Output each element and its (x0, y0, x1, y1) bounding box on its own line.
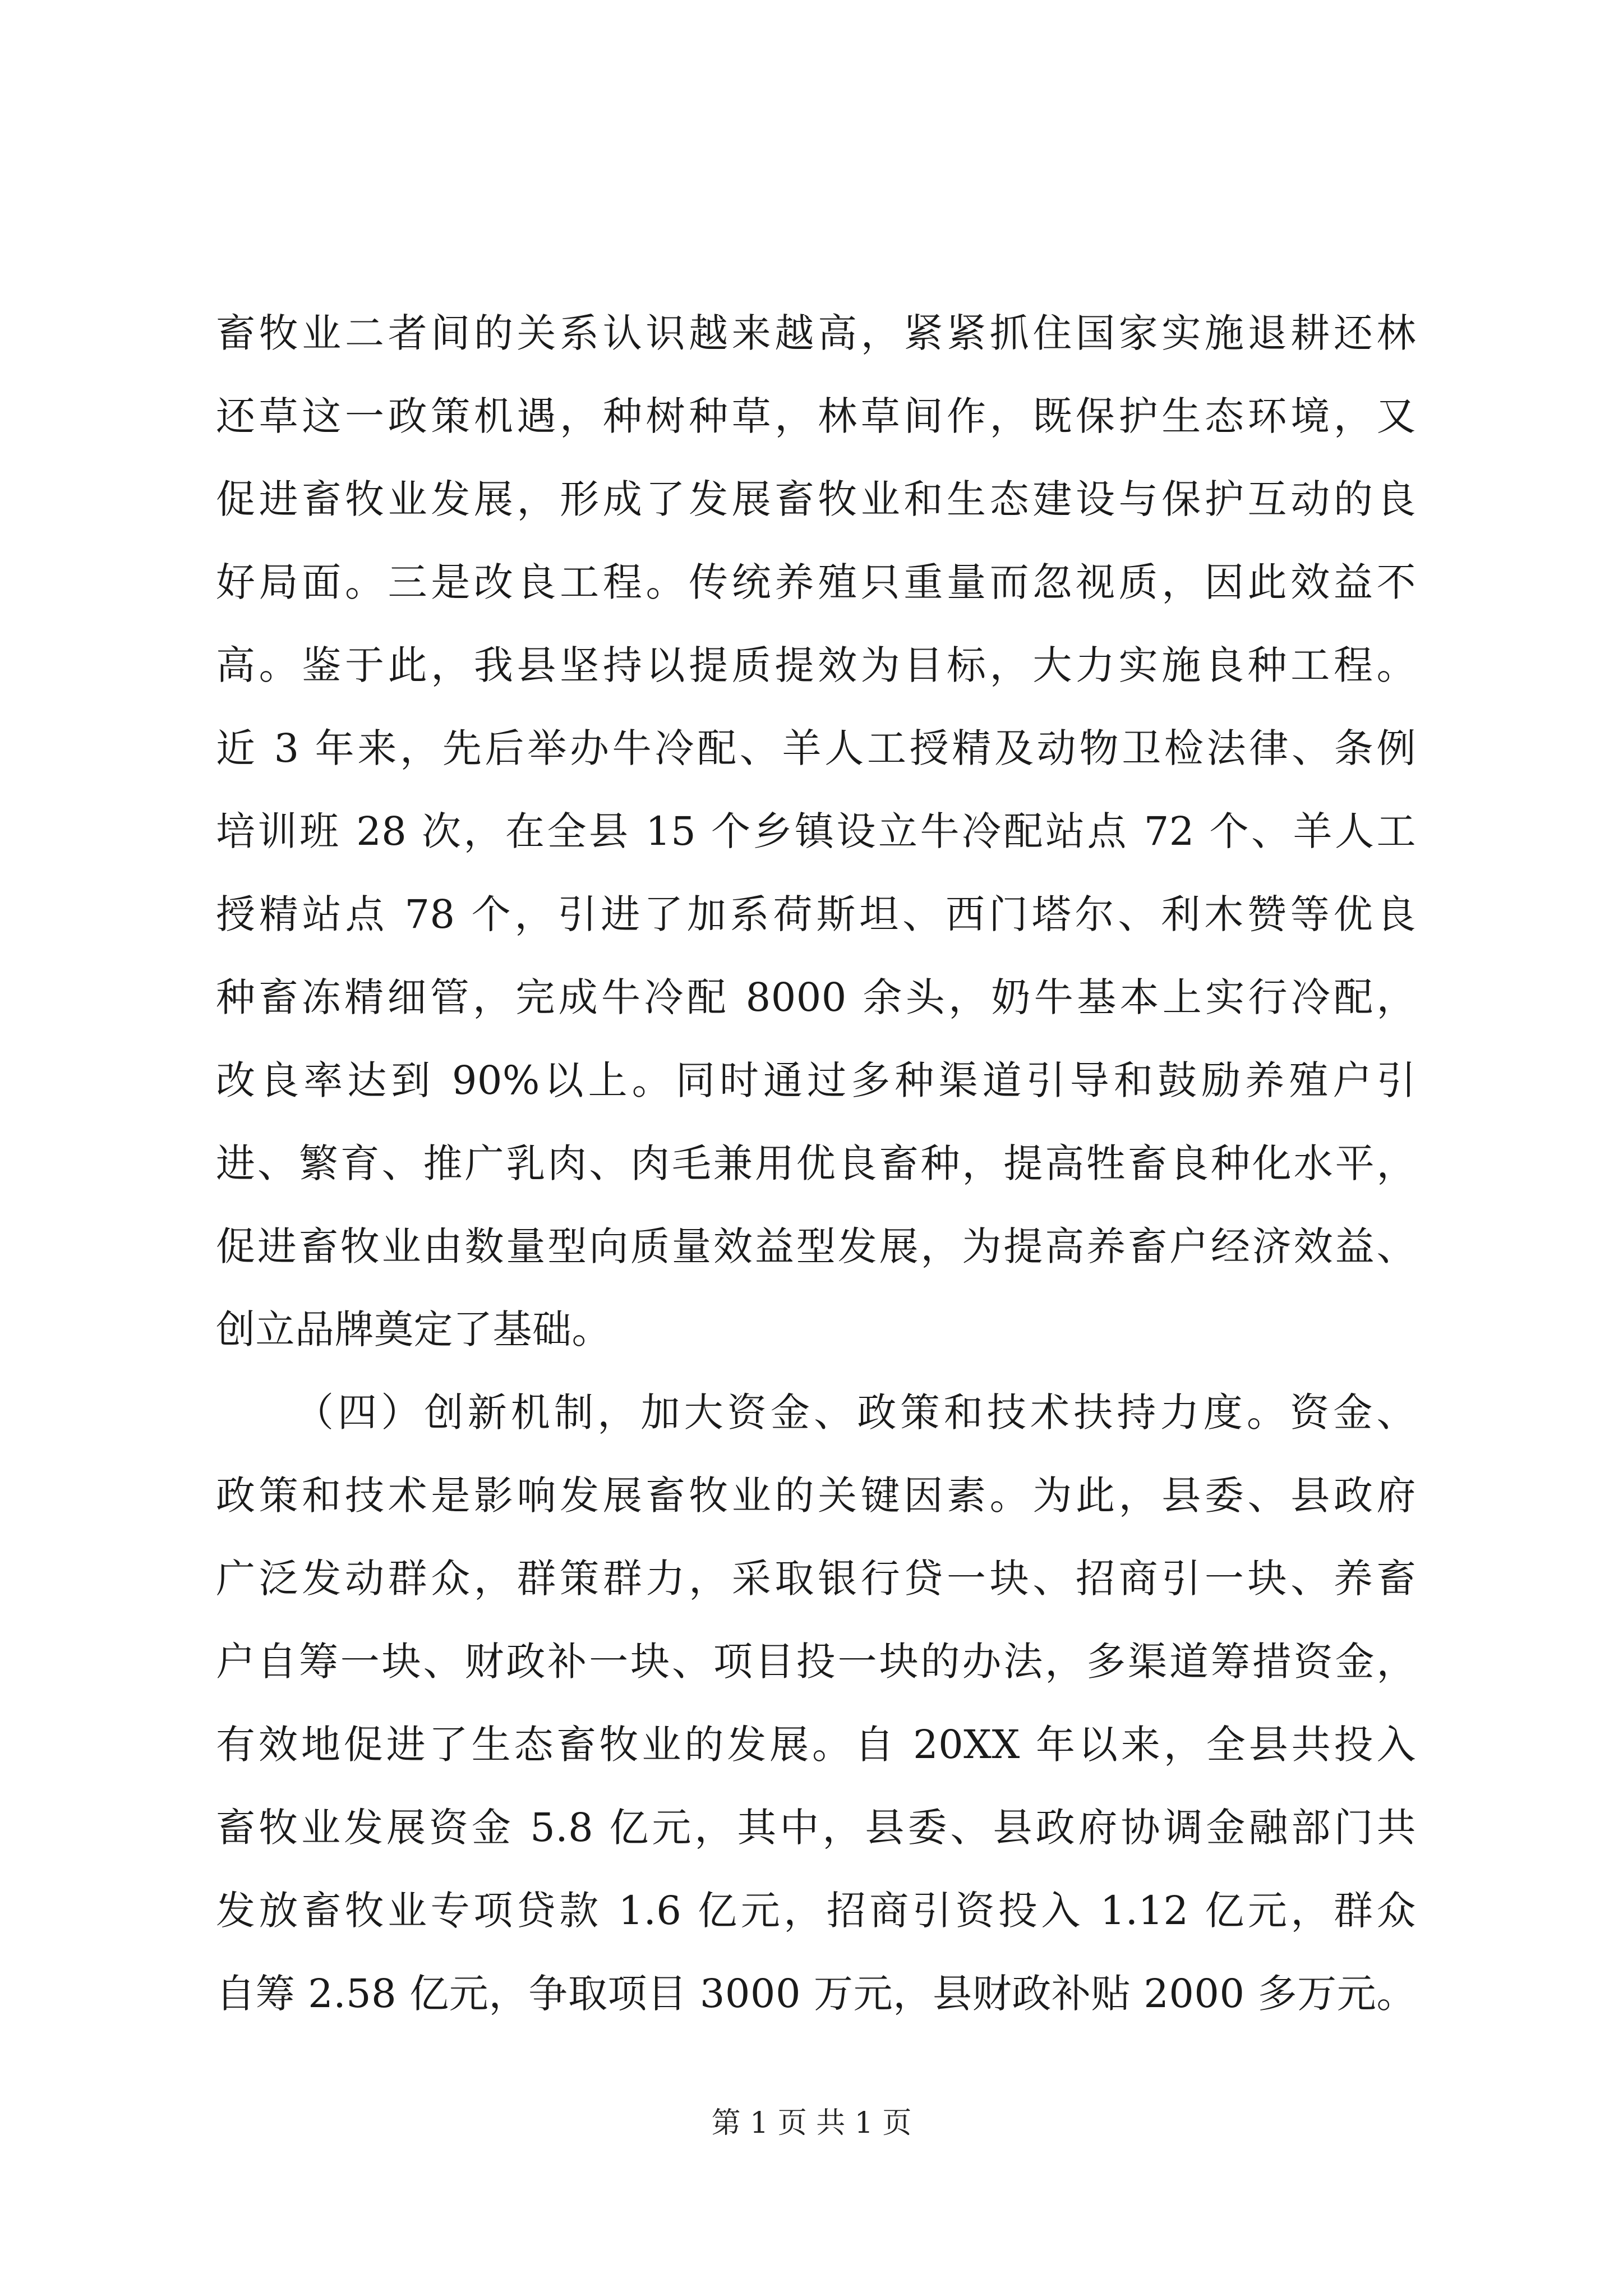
text-line: 政策和技术是影响发展畜牧业的关键因素。为此，县委、县政府 (216, 1473, 1416, 1519)
text-line: 户自筹一块、财政补一块、项目投一块的办法，多渠道筹措资金， (216, 1639, 1416, 1685)
text-line: 畜牧业二者间的关系认识越来越高，紧紧抓住国家实施退耕还林 (216, 310, 1416, 356)
text-line: 有效地促进了生态畜牧业的发展。自 20XX 年以来，全县共投入 (216, 1722, 1416, 1768)
text-line: 培训班 28 次，在全县 15 个乡镇设立牛冷配站点 72 个、羊人工 (216, 808, 1416, 854)
text-line: 近 3 年来，先后举办牛冷配、羊人工授精及动物卫检法律、条例 (216, 725, 1416, 771)
text-line: 自筹 2.58 亿元，争取项目 3000 万元，县财政补贴 2000 多万元。 (216, 1971, 1416, 2017)
text-line: 促进畜牧业由数量型向质量效益型发展，为提高养畜户经济效益、 (216, 1223, 1416, 1269)
text-line: 进、繁育、推广乳肉、肉毛兼用优良畜种，提高牲畜良种化水平， (216, 1140, 1416, 1186)
text-line: 授精站点 78 个，引进了加系荷斯坦、西门塔尔、利木赞等优良 (216, 891, 1416, 937)
text-line: 创立品牌奠定了基础。 (216, 1306, 611, 1352)
text-line: 发放畜牧业专项贷款 1.6 亿元，招商引资投入 1.12 亿元，群众 (216, 1888, 1416, 1934)
page-footer: 第 1 页 共 1 页 (711, 2106, 912, 2140)
text-line: 改良率达到 90%以上。同时通过多种渠道引导和鼓励养殖户引 (216, 1057, 1416, 1103)
text-line: 广泛发动群众，群策群力，采取银行贷一块、招商引一块、养畜 (216, 1556, 1416, 1602)
paragraph-start-line: （四）创新机制，加大资金、政策和技术扶持力度。资金、 (294, 1389, 1416, 1435)
text-line: 种畜冻精细管，完成牛冷配 8000 余头，奶牛基本上实行冷配， (216, 974, 1416, 1020)
text-line: 高。鉴于此，我县坚持以提质提效为目标，大力实施良种工程。 (216, 642, 1416, 688)
body-text (216, 292, 1416, 2035)
text-line: 还草这一政策机遇，种树种草，林草间作，既保护生态环境，又 (216, 393, 1416, 439)
text-line: 好局面。三是改良工程。传统养殖只重量而忽视质，因此效益不 (216, 559, 1416, 605)
text-line: 畜牧业发展资金 5.8 亿元，其中，县委、县政府协调金融部门共 (216, 1805, 1416, 1851)
text-line: 促进畜牧业发展，形成了发展畜牧业和生态建设与保护互动的良 (216, 476, 1416, 522)
